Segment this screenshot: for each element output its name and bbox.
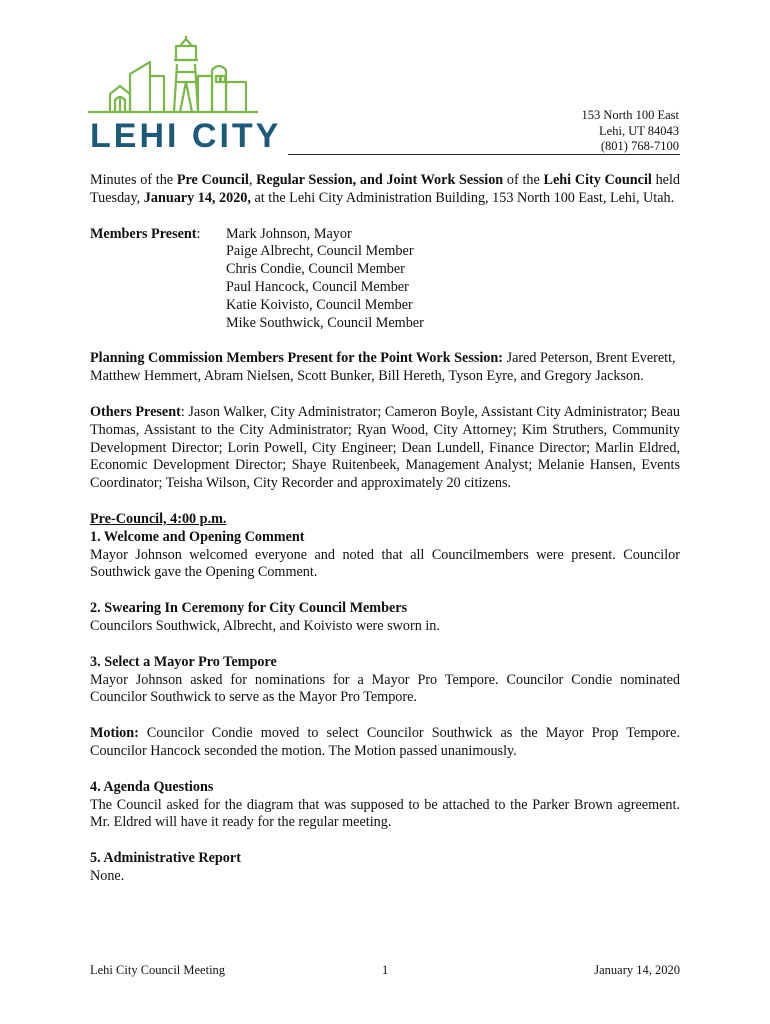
motion-label: Motion: xyxy=(90,725,139,742)
member-item: Mark Johnson, Mayor xyxy=(226,225,352,242)
lehi-city-logo xyxy=(88,36,288,156)
section-mayor-pro-tempore xyxy=(90,654,680,707)
section-heading: 4. Agenda Questions xyxy=(90,778,214,795)
intro-bold-4: January 14, 2020, xyxy=(143,189,251,206)
section-heading: 3. Select a Mayor Pro Tempore xyxy=(90,653,277,670)
planning-label: Planning Commission Members Present for the Point Work Session: xyxy=(90,350,504,367)
section-administrative-report xyxy=(90,850,680,886)
member-item: Mike Southwick, Council Member xyxy=(226,314,424,331)
section-body: Mayor Johnson welcomed everyone and noted that all Councilmembers were present. Councilor Southwick gave the Opening Comment. xyxy=(90,546,680,581)
members-list xyxy=(226,226,424,333)
footer-meeting-name: Lehi City Council Meeting xyxy=(90,963,226,977)
intro-text-2: , xyxy=(248,172,257,188)
section-body: None. xyxy=(90,867,125,884)
page-number: 1 xyxy=(382,963,389,977)
member-item: Chris Condie, Council Member xyxy=(226,261,405,278)
intro-text-1: Minutes of the xyxy=(90,172,177,188)
intro-bold-1: Pre Council xyxy=(176,172,249,188)
others-text: : Jason Walker, City Administrator; Cameron Boyle, Assistant City Administrator; Beau Thomas, Assistant to the City Administrator; Ryan Wood, City Attorney; Kim Struthers, Community Development Director; Lorin Powell, City Engineer; Dean Lundell, Finance Director; Marlin Eldred, Economic Development Director; Shaye Ruitenbeek, Management Analyst; Melanie Hansen, Events Coordinator; Teisha Wilson, City Recorder and approximately 20 citizens. xyxy=(90,403,681,492)
members-label-text: Members Present xyxy=(90,225,197,242)
section-body: Mayor Johnson asked for nominations for a Mayor Pro Tempore. Councilor Condie nominated Councilor Southwick to serve as the Mayor Pro Tempore. xyxy=(90,671,680,706)
section-body: The Council asked for the diagram that was supposed to be attached to the Parker Brown agreement. Mr. Eldred will have it ready for the regular meeting. xyxy=(90,796,680,831)
intro-text-4: held Tuesday, xyxy=(90,172,681,206)
minutes-body xyxy=(90,172,680,904)
section-swearing-in xyxy=(90,600,680,636)
section-agenda-questions xyxy=(90,779,680,832)
footer-date: January 14, 2020 xyxy=(594,963,680,977)
intro-paragraph xyxy=(90,172,680,208)
intro-text-3: of the xyxy=(503,172,544,188)
motion-text: Councilor Condie moved to select Councilor Southwick as the Mayor Prop Tempore. Councilor Hancock seconded the motion. The Motion passed unanimously. xyxy=(90,725,680,759)
motion-paragraph xyxy=(90,725,680,761)
intro-text-5: at the Lehi City Administration Building, 153 North 100 East, Lehi, Utah. xyxy=(250,189,675,206)
address-city: Lehi, UT 84043 xyxy=(599,123,679,138)
precouncil-title: Pre-Council, 4:00 p.m. xyxy=(90,510,227,527)
others-label: Others Present xyxy=(90,403,181,420)
members-present xyxy=(90,226,680,333)
logo-text: LEHI CITY xyxy=(90,117,282,155)
intro-bold-3: Lehi City Council xyxy=(543,172,652,188)
header-divider xyxy=(288,154,680,155)
section-body: Councilors Southwick, Albrecht, and Koivisto were sworn in. xyxy=(90,617,440,634)
city-skyline-icon xyxy=(88,36,288,116)
address-block xyxy=(581,108,679,155)
planning-commission-paragraph xyxy=(90,350,680,386)
member-item: Paige Albrecht, Council Member xyxy=(226,243,414,260)
address-street: 153 North 100 East xyxy=(581,108,679,122)
section-heading: 1. Welcome and Opening Comment xyxy=(90,528,305,545)
intro-bold-2: Regular Session, and Joint Work Session xyxy=(256,172,504,188)
planning-text: Jared Peterson, Brent Everett, Matthew Hemmert, Abram Nielsen, Scott Bunker, Bill Hereth, Tyson Eyre, and Gregory Jackson. xyxy=(90,350,676,385)
section-heading: 5. Administrative Report xyxy=(90,850,241,867)
section-heading: 2. Swearing In Ceremony for City Council Members xyxy=(90,600,408,617)
member-item: Katie Koivisto, Council Member xyxy=(226,296,413,313)
section-welcome xyxy=(90,511,680,582)
members-label xyxy=(90,226,226,333)
address-phone: (801) 768-7100 xyxy=(600,139,679,153)
others-present-paragraph xyxy=(90,404,680,493)
member-item: Paul Hancock, Council Member xyxy=(226,278,409,295)
members-label-colon: : xyxy=(196,225,201,242)
